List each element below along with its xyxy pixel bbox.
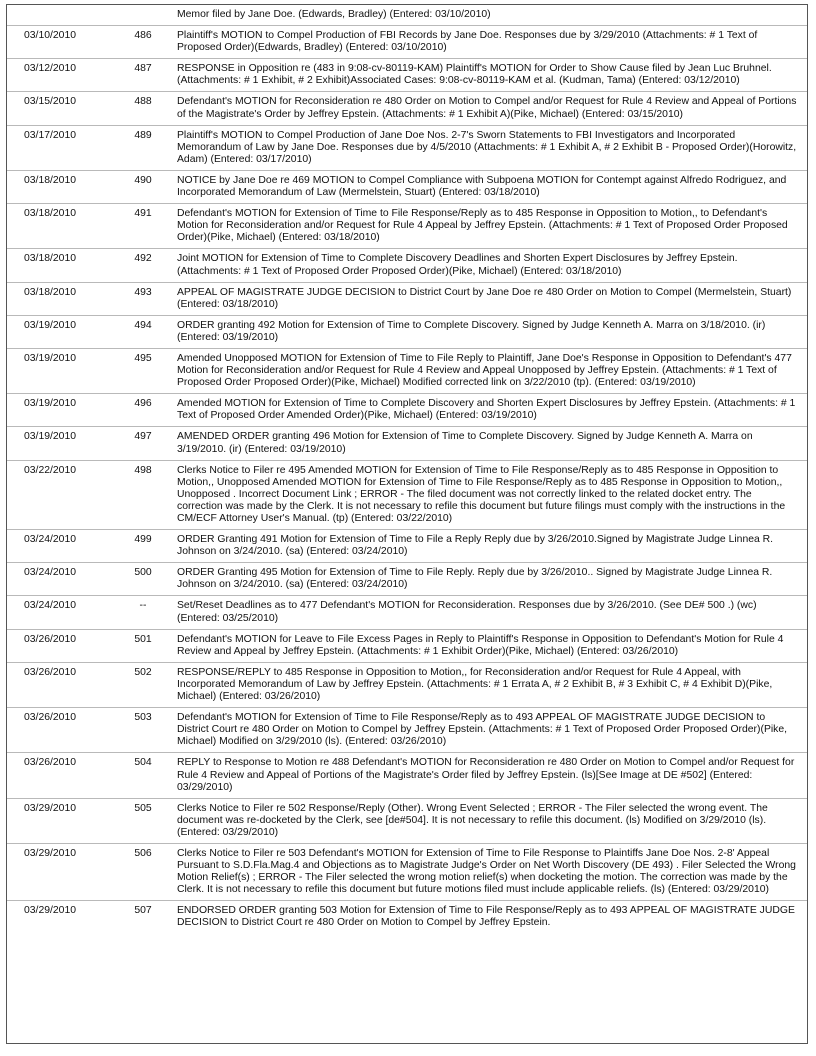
entry-text: Defendant's MOTION for Extension of Time to File Response/Reply as to 493 APPEAL OF MAGISTRATE JUDGE DECISION to District Court re 480 Order on Motion to Compel by Jeffrey Epstein. (Attachments: # 1 Text of Proposed Order Proposed Order)(Pike, Michael) Modified on 3/29/2010 (ls). (Entered: 03/26/2010) [167,708,807,753]
entry-text: Clerks Notice to Filer re 502 Response/Reply (Other). Wrong Event Selected ; ERROR - The Filer selected the wrong event. The document was re-docketed by the Clerk, see [de#504]. It is not necessary to refile this document. (ls) Modified on 3/29/2010 (ls). (Entered: 03/29/2010) [167,798,807,843]
entry-date: 03/17/2010 [7,125,119,170]
entry-date [7,5,119,26]
entry-date: 03/10/2010 [7,26,119,59]
docket-entry-row [7,315,807,348]
entry-text: ORDER Granting 491 Motion for Extension of Time to File a Reply Reply due by 3/26/2010.Signed by Magistrate Judge Linnea R. Johnson on 3/24/2010. (sa) (Entered: 03/24/2010) [167,530,807,563]
entry-text: APPEAL OF MAGISTRATE JUDGE DECISION to District Court by Jane Doe re 480 Order on Motion to Compel (Mermelstein, Stuart) (Entered: 03/18/2010) [167,282,807,315]
docket-entry-row [7,662,807,707]
docket-entry-row [7,59,807,92]
entry-date: 03/24/2010 [7,596,119,629]
docket-entry-row [7,92,807,125]
entry-text: Clerks Notice to Filer re 503 Defendant's MOTION for Extension of Time to File Response to Plaintiffs Jane Doe Nos. 2-8' Appeal Pursuant to S.D.Fla.Mag.4 and Objections as to Magistrate Judge's Order on Net Worth Discovery (DE 493) . Filer Selected the Wrong Motion Relief(s) ; ERROR - The Filer selected the wrong motion relief(s) when docketing the motion. The correction was made by the Clerk. It is not necessary to refile this document but future motions filed must include applicable reliefs. (ls) (Entered: 03/29/2010) [167,843,807,900]
entry-number [119,5,167,26]
entry-text: ORDER granting 492 Motion for Extension of Time to Complete Discovery. Signed by Judge Kenneth A. Marra on 3/18/2010. (ir) (Entered: 03/19/2010) [167,315,807,348]
entry-date: 03/18/2010 [7,282,119,315]
entry-number: 488 [119,92,167,125]
entry-date: 03/26/2010 [7,629,119,662]
entry-number: 487 [119,59,167,92]
docket-entry-row [7,530,807,563]
entry-text: Set/Reset Deadlines as to 477 Defendant's MOTION for Reconsideration. Responses due by 3/26/2010. (See DE# 500 .) (wc) (Entered: 03/25/2010) [167,596,807,629]
entry-text: Defendant's MOTION for Reconsideration re 480 Order on Motion to Compel and/or Request for Rule 4 Review and Appeal of Portions of the Magistrate's Order by Jeffrey Epstein. (Attachments: # 1 Exhibit A)(Pike, Michael) (Entered: 03/15/2010) [167,92,807,125]
entry-number: 506 [119,843,167,900]
docket-table [7,5,807,934]
entry-number: 503 [119,708,167,753]
entry-date: 03/22/2010 [7,460,119,529]
entry-text: Amended MOTION for Extension of Time to Complete Discovery and Shorten Expert Disclosures by Jeffrey Epstein. (Attachments: # 1 Text of Proposed Order Amended Order)(Pike, Michael) (Entered: 03/19/2010) [167,394,807,427]
entry-number: 505 [119,798,167,843]
entry-date: 03/29/2010 [24,905,77,917]
docket-entry-row [7,427,807,460]
entry-number: 491 [119,204,167,249]
entry-number: 493 [119,282,167,315]
entry-date: 03/12/2010 [7,59,119,92]
entry-number: -- [119,596,167,629]
entry-text: Amended Unopposed MOTION for Extension of Time to File Reply to Plaintiff, Jane Doe's Response in Opposition to Defendant's 477 Motion for Reconsideration and/or Request for Rule 4 Review and Appeal Unopposed by Jeffrey Epstein. (Attachments: # 1 Text of Proposed Order Proposed Order)(Pike, Michael) Modified corrected link on 3/22/2010 (tp). (Entered: 03/19/2010) [167,348,807,393]
entry-date: 03/26/2010 [7,662,119,707]
entry-text: REPLY to Response to Motion re 488 Defendant's MOTION for Reconsideration re 480 Order on Motion to Compel and/or Request for Rule 4 Review and Appeal of Portions of the Magistrate's Order filed by Jeffrey Epstein. (ls)[See Image at DE #502] (Entered: 03/29/2010) [167,753,807,798]
entry-number: 490 [119,170,167,203]
entry-text: Clerks Notice to Filer re 495 Amended MOTION for Extension of Time to File Response/Reply as to 485 Response in Opposition to Motion,, Unopposed Amended MOTION for Extension of Time to File Response/Reply as to 485 Response in Opposition to Motion,, Unopposed . Incorrect Document Link ; ERROR - The filed document was not correctly linked to the related docket entry. The correction was made by the Clerk. It is not necessary to refile this document but future filings must comply with the instructions in the CM/ECF Attorney User's Manual. (tp) (Entered: 03/22/2010) [167,460,807,529]
entry-date: 03/19/2010 [7,315,119,348]
entry-number: 496 [119,394,167,427]
entry-date: 03/15/2010 [7,92,119,125]
entry-text: ENDORSED ORDER granting 503 Motion for Extension of Time to File Response/Reply as to 493 APPEAL OF MAGISTRATE JUDGE DECISION to District Court re 480 Order on Motion to Compel by Jeffrey Epstein. [177,905,795,929]
docket-entry-row [7,348,807,393]
entry-number: 489 [119,125,167,170]
entry-number: 504 [119,753,167,798]
docket-entry-row [7,708,807,753]
entry-date: 03/24/2010 [7,563,119,596]
entry-date: 03/18/2010 [7,170,119,203]
entry-text: RESPONSE in Opposition re (483 in 9:08-cv-80119-KAM) Plaintiff's MOTION for Order to Show Cause filed by Jean Luc Bruhnel. (Attachments: # 1 Exhibit, # 2 Exhibit)Associated Cases: 9:08-cv-80119-KAM et al. (Kudman, Tama) (Entered: 03/12/2010) [167,59,807,92]
docket-entry-row [7,629,807,662]
docket-entry-row [7,204,807,249]
docket-entry-row [7,901,807,934]
entry-number: 502 [119,662,167,707]
entry-number: 507 [134,905,152,917]
docket-entry-row [7,563,807,596]
entry-number: 501 [119,629,167,662]
docket-entry-row [7,5,807,26]
entry-date: 03/19/2010 [7,348,119,393]
docket-entry-row [7,282,807,315]
entry-date: 03/26/2010 [7,708,119,753]
docket-page [6,4,808,1044]
entry-date: 03/29/2010 [7,798,119,843]
entry-number: 492 [119,249,167,282]
entry-text: Memor filed by Jane Doe. (Edwards, Bradley) (Entered: 03/10/2010) [167,5,807,26]
entry-text: Defendant's MOTION for Leave to File Excess Pages in Reply to Plaintiff's Response in Opposition to Defendant's Motion for Rule 4 Review and Appeal by Jeffrey Epstein. (Attachments: # 1 Exhibit Order)(Pike, Michael) (Entered: 03/26/2010) [167,629,807,662]
entry-number: 500 [119,563,167,596]
entry-number: 494 [119,315,167,348]
docket-entry-row [7,843,807,900]
docket-entry-row [7,394,807,427]
docket-entry-row [7,249,807,282]
entry-number: 495 [119,348,167,393]
docket-entry-row [7,753,807,798]
docket-body [7,5,807,934]
entry-date: 03/18/2010 [7,249,119,282]
docket-entry-row [7,170,807,203]
entry-number: 486 [119,26,167,59]
entry-text: NOTICE by Jane Doe re 469 MOTION to Compel Compliance with Subpoena MOTION for Contempt against Alfredo Rodriguez, and Incorporated Memorandum of Law (Mermelstein, Stuart) (Entered: 03/18/2010) [167,170,807,203]
entry-number: 499 [119,530,167,563]
entry-text: Plaintiff's MOTION to Compel Production of FBI Records by Jane Doe. Responses due by 3/29/2010 (Attachments: # 1 Text of Proposed Order)(Edwards, Bradley) (Entered: 03/10/2010) [167,26,807,59]
entry-text: Joint MOTION for Extension of Time to Complete Discovery Deadlines and Shorten Expert Disclosures by Jeffrey Epstein. (Attachments: # 1 Text of Proposed Order Proposed Order)(Pike, Michael) (Entered: 03/18/2010) [167,249,807,282]
entry-number: 498 [119,460,167,529]
docket-entry-row [7,125,807,170]
entry-text: RESPONSE/REPLY to 485 Response in Opposition to Motion,, for Reconsideration and/or Request for Rule 4 Appeal, with Incorporated Memorandum of Law by Jeffrey Epstein. (Attachments: # 1 Errata A, # 2 Exhibit B, # 3 Exhibit C, # 4 Exhibit D)(Pike, Michael) (Entered: 03/26/2010) [167,662,807,707]
entry-date: 03/18/2010 [7,204,119,249]
entry-number: 497 [119,427,167,460]
docket-entry-row [7,460,807,529]
docket-entry-row [7,596,807,629]
docket-entry-row [7,798,807,843]
entry-text: ORDER Granting 495 Motion for Extension of Time to File Reply. Reply due by 3/26/2010.. Signed by Magistrate Judge Linnea R. Johnson on 3/24/2010. (sa) (Entered: 03/24/2010) [167,563,807,596]
entry-date: 03/24/2010 [7,530,119,563]
entry-text: AMENDED ORDER granting 496 Motion for Extension of Time to Complete Discovery. Signed by Judge Kenneth A. Marra on 3/19/2010. (ir) (Entered: 03/19/2010) [167,427,807,460]
entry-date: 03/19/2010 [7,394,119,427]
entry-date: 03/19/2010 [7,427,119,460]
docket-entry-row [7,26,807,59]
entry-date: 03/26/2010 [7,753,119,798]
entry-text: Plaintiff's MOTION to Compel Production of Jane Doe Nos. 2-7's Sworn Statements to FBI Investigators and Incorporated Memorandum of Law by Jane Doe. Responses due by 4/5/2010 (Attachments: # 1 Exhibit A, # 2 Exhibit B - Proposed Order)(Horowitz, Adam) (Entered: 03/17/2010) [167,125,807,170]
entry-text: Defendant's MOTION for Extension of Time to File Response/Reply as to 485 Response in Opposition to Motion,, to Defendant's Motion for Reconsideration and/or Request for Rule 4 Appeal by Jeffrey Epstein. (Attachments: # 1 Text of Proposed Order Proposed Order)(Pike, Michael) (Entered: 03/18/2010) [167,204,807,249]
entry-date: 03/29/2010 [7,843,119,900]
